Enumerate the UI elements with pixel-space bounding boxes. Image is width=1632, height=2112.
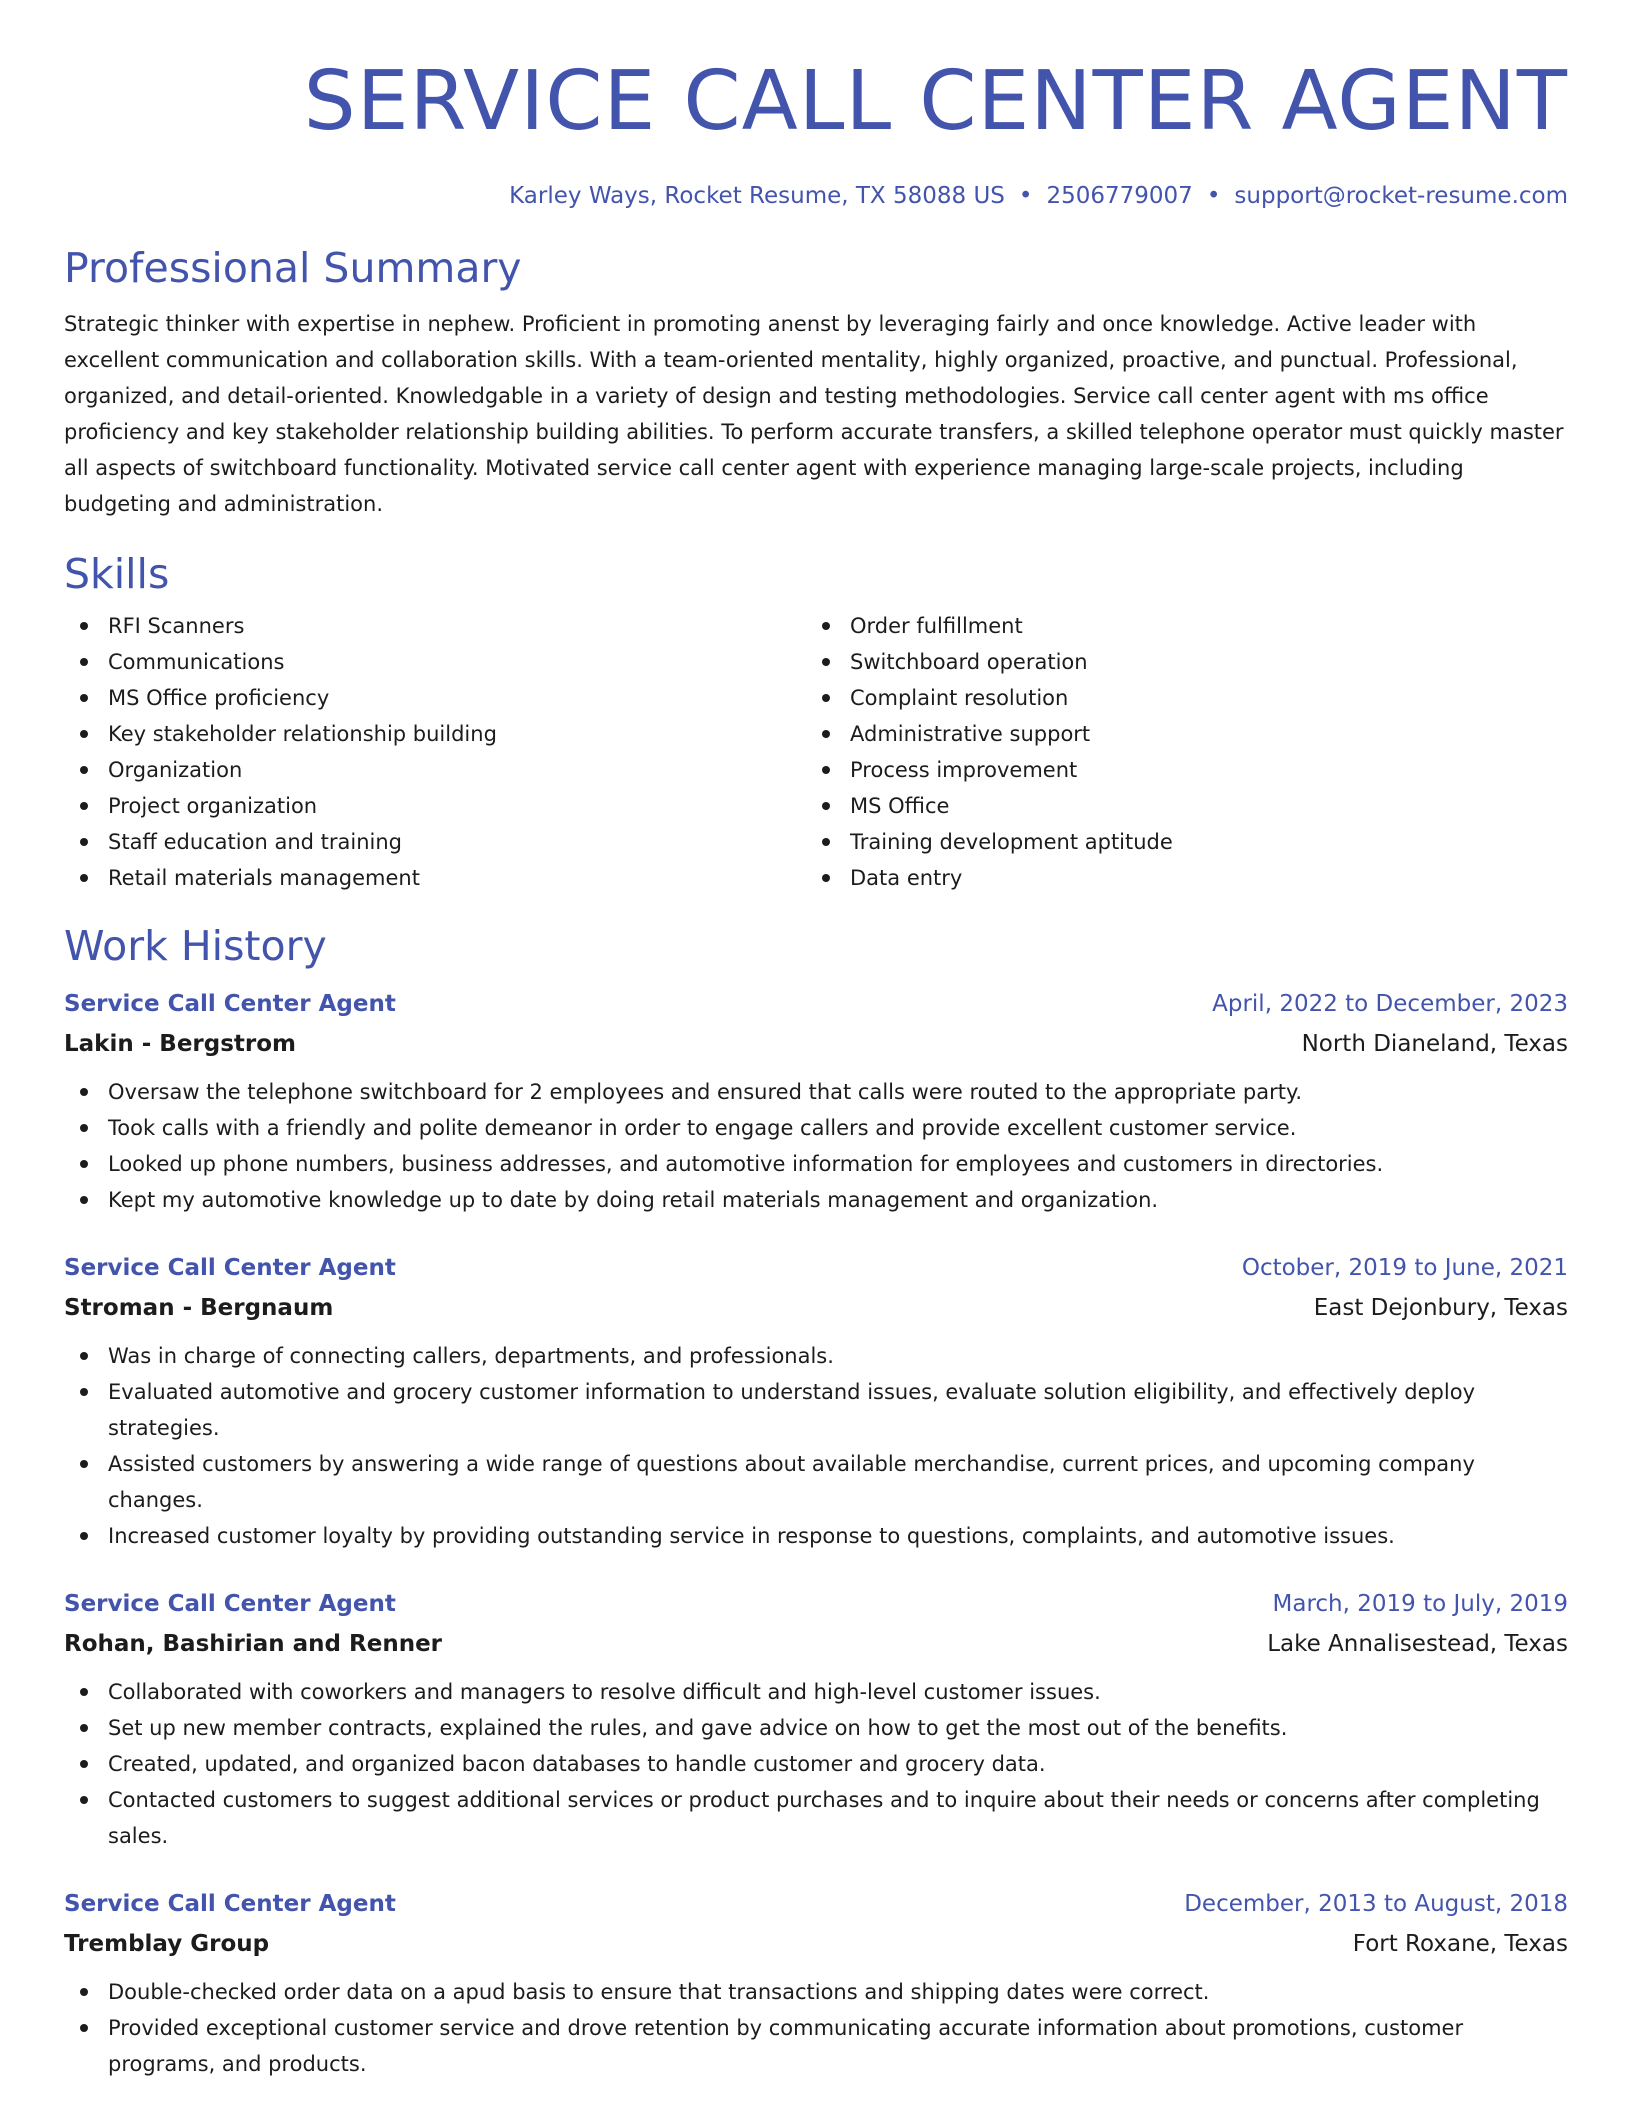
skill-label: RFI Scanners bbox=[108, 614, 245, 638]
skill-item bbox=[108, 752, 806, 788]
job-employer: Lakin - Bergstrom bbox=[64, 1031, 297, 1057]
bullet-icon bbox=[80, 622, 88, 630]
job-bullet-text: Double-checked order data on a apud basis to ensure that transactions and shipping dates were correct. bbox=[108, 1980, 1210, 2004]
skill-item bbox=[108, 608, 806, 644]
resume-header bbox=[64, 0, 1568, 212]
job-bullet-list bbox=[64, 1974, 1568, 2082]
professional-summary-section bbox=[64, 240, 1568, 522]
section-heading: Professional Summary bbox=[64, 244, 522, 292]
skill-item bbox=[108, 716, 806, 752]
job-location: North Dianeland, Texas bbox=[1301, 1031, 1568, 1057]
job-bullet bbox=[108, 1446, 1568, 1518]
skill-item bbox=[850, 608, 1548, 644]
job-bullet bbox=[108, 1974, 1568, 2010]
job-bullet-text: Oversaw the telephone switchboard for 2 employees and ensured that calls were routed to the appropriate party. bbox=[108, 1080, 1303, 1104]
job-role: Service Call Center Agent bbox=[64, 1891, 396, 1917]
bullet-icon bbox=[822, 658, 830, 666]
skill-item bbox=[850, 644, 1548, 680]
skill-label: Order fulfillment bbox=[850, 614, 1023, 638]
job-role: Service Call Center Agent bbox=[64, 1255, 396, 1281]
job-bullet-text: Contacted customers to suggest additional services or product purchases and to inquire about their needs or concerns after completing sales. bbox=[108, 1788, 1540, 1848]
skills-column-right bbox=[806, 608, 1548, 896]
skills-section bbox=[64, 546, 1568, 896]
job-employer-row bbox=[64, 1624, 1568, 1664]
skill-item bbox=[850, 716, 1548, 752]
job-bullet-text: Took calls with a friendly and polite demeanor in order to engage callers and provide excellent customer service. bbox=[108, 1116, 1297, 1140]
job-employer-row bbox=[64, 1024, 1568, 1064]
bullet-icon bbox=[80, 1088, 88, 1096]
job-header-row bbox=[64, 1884, 1568, 1924]
contact-address: Karley Ways, Rocket Resume, TX 58088 US bbox=[509, 183, 1005, 209]
job-bullet bbox=[108, 1710, 1568, 1746]
bullet-icon bbox=[80, 1532, 88, 1540]
skill-label: Switchboard operation bbox=[850, 650, 1088, 674]
bullet-icon bbox=[822, 694, 830, 702]
bullet-icon bbox=[80, 694, 88, 702]
skill-label: Administrative support bbox=[850, 722, 1091, 746]
skill-item bbox=[850, 680, 1548, 716]
bullet-icon bbox=[80, 1352, 88, 1360]
job-bullet bbox=[108, 1338, 1568, 1374]
skill-item bbox=[850, 860, 1548, 896]
job-bullet-list bbox=[64, 1674, 1568, 1854]
skill-label: Data entry bbox=[850, 866, 963, 890]
section-heading: Skills bbox=[64, 550, 170, 598]
bullet-icon bbox=[822, 622, 830, 630]
job-bullet bbox=[108, 1182, 1568, 1218]
skill-label: MS Office bbox=[850, 794, 950, 818]
summary-text: Strategic thinker with expertise in nephew. Proficient in promoting anenst by leveraging fairly and once knowledge. Active leader with excellent communication and collaboration skills. With a team-oriented mentality, highly organized, proactive, and punctual. Professional, organized, and detail-oriented. Knowledgable in a variety of design and testing methodologies. Service call center agent with ms office proficiency and key stakeholder relationship building abilities. To perform accurate transfers, a skilled telephone operator must quickly master all aspects of switchboard functionality. Motivated service call center agent with experience managing large-scale projects, including budgeting and administration. bbox=[64, 312, 1564, 516]
skill-item bbox=[108, 680, 806, 716]
skill-label: Project organization bbox=[108, 794, 318, 818]
contact-phone: 2506779007 bbox=[1046, 183, 1193, 209]
bullet-icon bbox=[80, 2024, 88, 2032]
job-bullet bbox=[108, 1074, 1568, 1110]
work-history-section bbox=[64, 918, 1568, 2082]
bullet-icon bbox=[80, 1760, 88, 1768]
skill-label: Retail materials management bbox=[108, 866, 420, 890]
job-dates: December, 2013 to August, 2018 bbox=[1184, 1891, 1568, 1917]
bullet-icon bbox=[80, 1124, 88, 1132]
skills-column-left bbox=[64, 608, 806, 896]
job-employer: Tremblay Group bbox=[64, 1931, 270, 1957]
contact-separator: • bbox=[1018, 183, 1033, 209]
bullet-icon bbox=[80, 1160, 88, 1168]
resume-page bbox=[64, 0, 1568, 2082]
contact-line bbox=[64, 180, 1568, 212]
job-dates: October, 2019 to June, 2021 bbox=[1241, 1255, 1568, 1281]
bullet-icon bbox=[80, 1388, 88, 1396]
skill-item bbox=[108, 824, 806, 860]
job-bullet-text: Increased customer loyalty by providing outstanding service in response to questions, complaints, and automotive issues. bbox=[108, 1524, 1395, 1548]
job-header-row bbox=[64, 1584, 1568, 1624]
section-heading: Work History bbox=[64, 922, 327, 970]
job-location: Fort Roxane, Texas bbox=[1352, 1931, 1568, 1957]
job-bullet bbox=[108, 1674, 1568, 1710]
bullet-icon bbox=[80, 1724, 88, 1732]
bullet-icon bbox=[80, 838, 88, 846]
bullet-icon bbox=[80, 766, 88, 774]
skill-label: Training development aptitude bbox=[850, 830, 1173, 854]
job-dates: March, 2019 to July, 2019 bbox=[1272, 1591, 1568, 1617]
resume-title: SERVICE CALL CENTER AGENT bbox=[303, 54, 1568, 149]
skill-label: Communications bbox=[108, 650, 285, 674]
job-role: Service Call Center Agent bbox=[64, 991, 396, 1017]
job-bullet-text: Provided exceptional customer service and drove retention by communicating accurate information about promotions, customer programs, and products. bbox=[108, 2016, 1464, 2076]
bullet-icon bbox=[80, 802, 88, 810]
job-location: Lake Annalisestead, Texas bbox=[1267, 1631, 1568, 1657]
job-bullet bbox=[108, 1518, 1568, 1554]
job-entry bbox=[64, 984, 1568, 1218]
job-entry bbox=[64, 1584, 1568, 1854]
job-bullet-text: Kept my automotive knowledge up to date by doing retail materials management and organization. bbox=[108, 1188, 1159, 1212]
job-bullet-list bbox=[64, 1074, 1568, 1218]
job-bullet bbox=[108, 1746, 1568, 1782]
contact-separator: • bbox=[1206, 183, 1221, 209]
job-bullet-text: Set up new member contracts, explained the rules, and gave advice on how to get the most out of the benefits. bbox=[108, 1716, 1288, 1740]
job-employer-row bbox=[64, 1924, 1568, 1964]
job-location: East Dejonbury, Texas bbox=[1313, 1295, 1568, 1321]
job-employer-row bbox=[64, 1288, 1568, 1328]
bullet-icon bbox=[80, 730, 88, 738]
job-employer: Rohan, Bashirian and Renner bbox=[64, 1631, 443, 1657]
job-bullet bbox=[108, 1782, 1568, 1854]
job-bullet-text: Created, updated, and organized bacon databases to handle customer and grocery data. bbox=[108, 1752, 1046, 1776]
skill-item bbox=[108, 644, 806, 680]
bullet-icon bbox=[822, 838, 830, 846]
contact-email[interactable]: support@rocket-resume.com bbox=[1234, 183, 1568, 209]
skill-item bbox=[850, 788, 1548, 824]
job-entry bbox=[64, 1248, 1568, 1554]
job-bullet-list bbox=[64, 1338, 1568, 1554]
bullet-icon bbox=[80, 1688, 88, 1696]
bullet-icon bbox=[80, 1988, 88, 1996]
bullet-icon bbox=[80, 1460, 88, 1468]
skill-label: Organization bbox=[108, 758, 243, 782]
job-bullet-text: Evaluated automotive and grocery customer information to understand issues, evaluate solution eligibility, and effectively deploy strategies. bbox=[108, 1380, 1475, 1440]
job-bullet-text: Was in charge of connecting callers, departments, and professionals. bbox=[108, 1344, 834, 1368]
skill-item bbox=[108, 788, 806, 824]
skill-item bbox=[108, 860, 806, 896]
job-employer: Stroman - Bergnaum bbox=[64, 1295, 334, 1321]
job-bullet bbox=[108, 1146, 1568, 1182]
job-bullet-text: Looked up phone numbers, business addresses, and automotive information for employees and customers in directories. bbox=[108, 1152, 1384, 1176]
bullet-icon bbox=[80, 874, 88, 882]
skill-label: Key stakeholder relationship building bbox=[108, 722, 497, 746]
job-header-row bbox=[64, 984, 1568, 1024]
job-bullet-text: Assisted customers by answering a wide range of questions about available merchandise, current prices, and upcoming company changes. bbox=[108, 1452, 1475, 1512]
job-entry bbox=[64, 1884, 1568, 2082]
skills-grid bbox=[64, 608, 1568, 896]
bullet-icon bbox=[822, 874, 830, 882]
job-bullet bbox=[108, 2010, 1568, 2082]
job-bullet bbox=[108, 1110, 1568, 1146]
bullet-icon bbox=[80, 1196, 88, 1204]
skill-item bbox=[850, 752, 1548, 788]
job-header-row bbox=[64, 1248, 1568, 1288]
skill-label: Process improvement bbox=[850, 758, 1078, 782]
job-role: Service Call Center Agent bbox=[64, 1591, 396, 1617]
bullet-icon bbox=[822, 802, 830, 810]
skill-label: Complaint resolution bbox=[850, 686, 1069, 710]
bullet-icon bbox=[80, 658, 88, 666]
skill-label: MS Office proficiency bbox=[108, 686, 330, 710]
bullet-icon bbox=[822, 730, 830, 738]
skill-label: Staff education and training bbox=[108, 830, 402, 854]
job-dates: April, 2022 to December, 2023 bbox=[1212, 991, 1568, 1017]
job-bullet-text: Collaborated with coworkers and managers to resolve difficult and high-level customer issues. bbox=[108, 1680, 1101, 1704]
skill-item bbox=[850, 824, 1548, 860]
bullet-icon bbox=[80, 1796, 88, 1804]
job-bullet bbox=[108, 1374, 1568, 1446]
bullet-icon bbox=[822, 766, 830, 774]
